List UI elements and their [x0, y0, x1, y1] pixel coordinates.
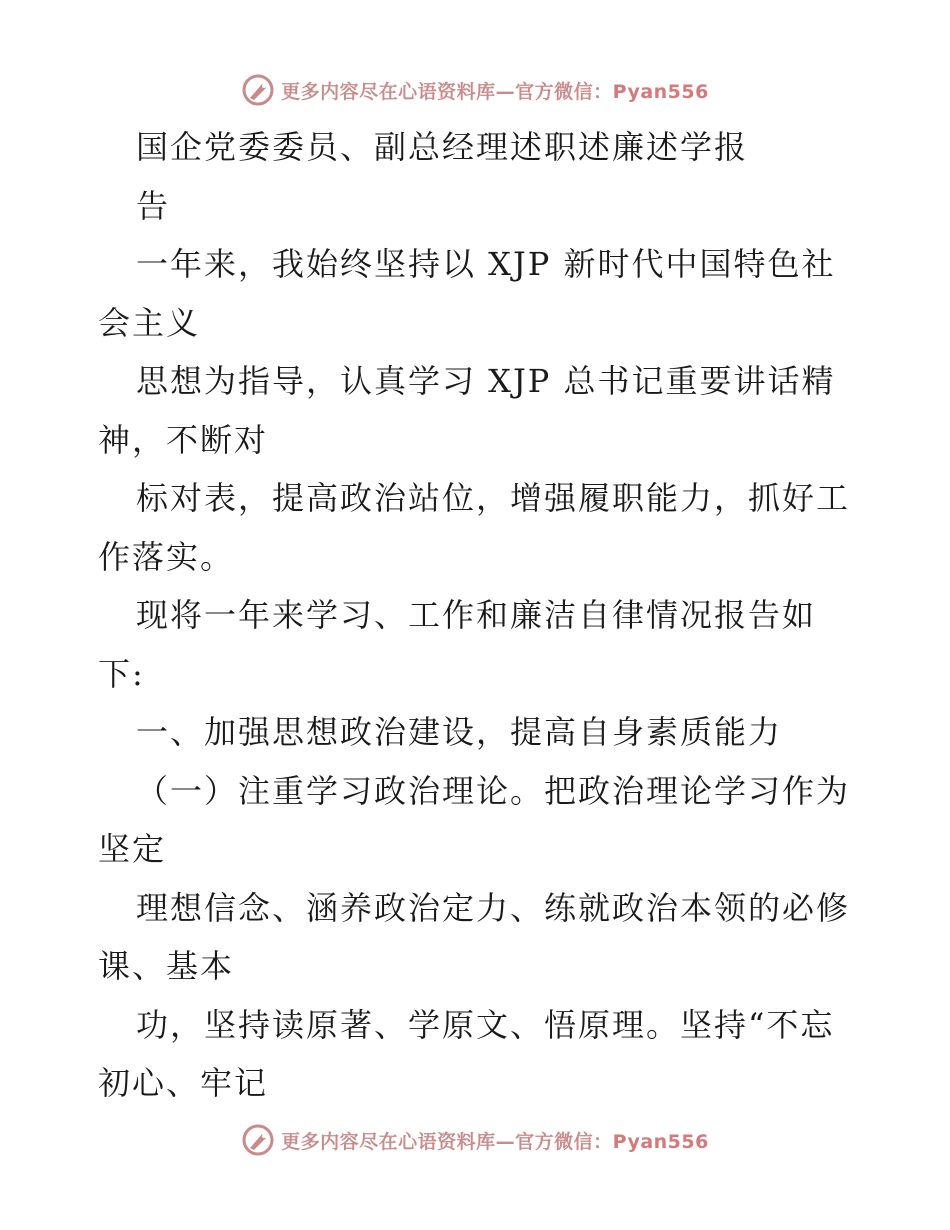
pen-nib-icon	[241, 73, 275, 107]
paragraph-line: 神，不断对	[98, 420, 269, 459]
paragraph-line: 下:	[98, 654, 145, 693]
paragraph-line: 理想信念、涵养政治定力、练就政治本领的必修	[136, 888, 851, 927]
header-watermark	[0, 70, 950, 110]
paragraph-line: 作落实。	[98, 537, 235, 576]
paragraph-line: 一年来，我始终坚持以 XJP 新时代中国特色社	[136, 245, 836, 283]
watermark-text: 更多内容尽在心语资料库—官方微信：Pyan556	[281, 1130, 709, 1153]
paragraph-line: 标对表，提高政治站位，增强履职能力，抓好工	[136, 479, 851, 517]
doc-title-line-2: 告	[136, 186, 171, 225]
paragraph-line: 坚定	[98, 830, 167, 868]
paragraph-line: 初心、牢记	[98, 1064, 269, 1102]
document-body	[98, 118, 898, 1113]
doc-title-line-1: 国企党委委员、副总经理述职述廉述学报	[136, 128, 749, 166]
paragraph-line: （一）注重学习政治理论。把政治理论学习作为	[136, 771, 851, 810]
paragraph-line: 现将一年来学习、工作和廉洁自律情况报告如	[136, 596, 817, 634]
section-heading: 一、加强思想政治建设，提高自身素质能力	[136, 713, 783, 751]
footer-watermark	[0, 1120, 950, 1160]
paragraph-line: 功，坚持读原著、学原文、悟原理。坚持“不忘	[136, 1005, 835, 1044]
watermark-account: Pyan556	[612, 1130, 709, 1153]
paragraph-line: 思想为指导，认真学习 XJP 总书记重要讲话精	[136, 362, 836, 400]
pen-nib-icon	[241, 1123, 275, 1157]
watermark-text: 更多内容尽在心语资料库—官方微信：Pyan556	[281, 80, 709, 103]
watermark-account: Pyan556	[612, 80, 709, 103]
paragraph-line: 会主义	[98, 303, 201, 342]
paragraph-line: 课、基本	[98, 947, 235, 985]
